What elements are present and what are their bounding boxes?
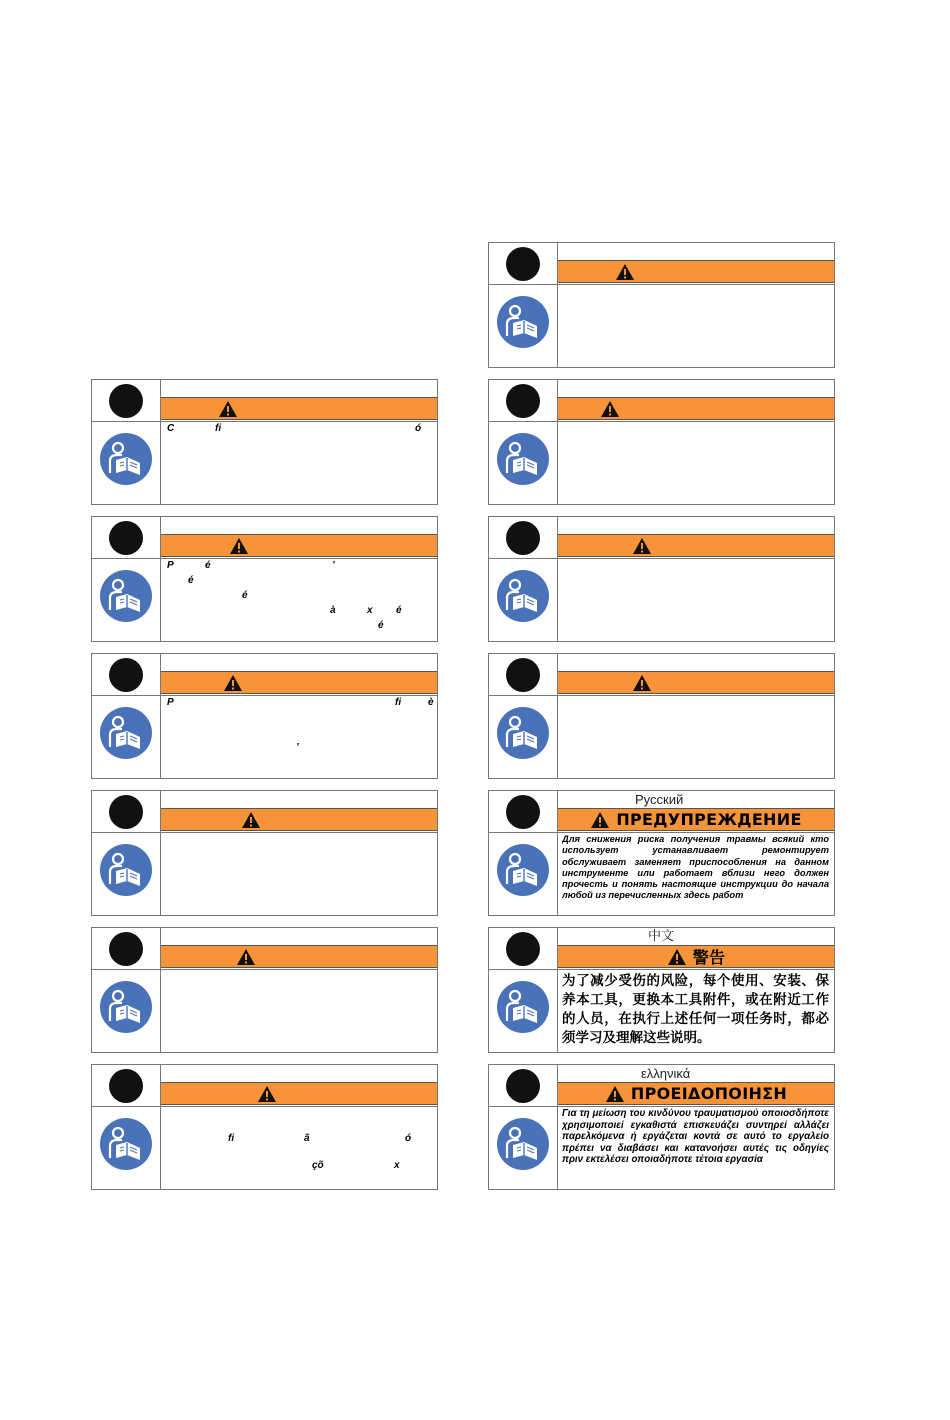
warning-box-left-2 [91, 516, 438, 642]
language-marker [506, 932, 540, 966]
warning-triangle-icon [223, 674, 243, 692]
text-fragment: é [205, 560, 211, 571]
warning-bar [558, 1082, 834, 1105]
warning-triangle-icon [667, 948, 687, 966]
warning-box-left-5 [91, 927, 438, 1053]
text-fragment: x [367, 605, 373, 616]
text-fragment: à [330, 605, 336, 616]
warning-box-right-3 [488, 516, 835, 642]
warning-bar [161, 534, 437, 557]
read-manual-icon [497, 296, 549, 348]
language-marker [506, 658, 540, 692]
warning-box-right-2 [488, 379, 835, 505]
text-fragment: x [394, 1160, 400, 1171]
language-label: ελληνικά [641, 1066, 691, 1081]
text-fragment: é [378, 620, 384, 631]
language-marker [506, 795, 540, 829]
text-fragment: è [428, 697, 434, 708]
warning-box-right-4 [488, 653, 835, 779]
text-fragment: é [188, 575, 194, 586]
warning-box-left-6 [91, 1064, 438, 1190]
warning-bar [558, 260, 834, 283]
warning-box-greek [488, 1064, 835, 1190]
warning-bar [558, 945, 834, 968]
read-manual-icon [100, 981, 152, 1033]
warning-bar [558, 534, 834, 557]
language-label: Русский [635, 792, 684, 807]
text-fragment: ’ [296, 742, 299, 753]
warning-triangle-icon [615, 263, 635, 281]
warning-triangle-icon [257, 1085, 277, 1103]
read-manual-icon [497, 433, 549, 485]
read-manual-icon [100, 570, 152, 622]
language-marker [109, 932, 143, 966]
language-marker [506, 384, 540, 418]
read-manual-icon [497, 570, 549, 622]
text-fragment: fi [228, 1133, 235, 1144]
warning-box-russian [488, 790, 835, 916]
warning-bar [161, 808, 437, 831]
warning-box-left-4 [91, 790, 438, 916]
text-fragment: é [242, 590, 248, 601]
text-fragment: P [167, 560, 174, 571]
text-fragment: ó [405, 1133, 412, 1144]
text-fragment: ’ [332, 560, 335, 571]
warning-triangle-icon [241, 811, 261, 829]
warning-bar [161, 671, 437, 694]
language-label: 中文 [648, 929, 675, 944]
warning-box-left-3 [91, 653, 438, 779]
warning-bar [161, 397, 437, 420]
read-manual-icon [100, 1118, 152, 1170]
warning-triangle-icon [600, 400, 620, 418]
warning-triangle-icon [632, 537, 652, 555]
read-manual-icon [100, 433, 152, 485]
warning-triangle-icon [632, 674, 652, 692]
signal-word: 警告 [692, 948, 726, 967]
warning-bar [558, 671, 834, 694]
warning-bar [161, 1082, 437, 1105]
warning-text: 为了减少受伤的风险，每个使用、安装、保养本工具，更换本工具附件，或在附近工作的人员，在执行上述任何一项任务时，都必须学习及理解这些说明。 [562, 973, 829, 1046]
language-marker [109, 795, 143, 829]
text-fragment: ã [304, 1133, 310, 1144]
warning-box-left-1 [91, 379, 438, 505]
language-marker [109, 1069, 143, 1103]
read-manual-icon [100, 707, 152, 759]
warning-triangle-icon [236, 948, 256, 966]
warning-triangle-icon [590, 811, 610, 829]
warning-triangle-icon [229, 537, 249, 555]
warning-triangle-icon [218, 400, 238, 418]
read-manual-icon [497, 707, 549, 759]
warning-bar [161, 945, 437, 968]
language-marker [109, 521, 143, 555]
warning-triangle-icon [605, 1085, 625, 1103]
warning-bar [558, 808, 834, 831]
signal-word: ПРЕДУПРЕЖДЕНИЕ [616, 810, 802, 829]
text-fragment: é [396, 605, 402, 616]
text-fragment: C [167, 423, 175, 434]
read-manual-icon [100, 844, 152, 896]
read-manual-icon [497, 1118, 549, 1170]
signal-word: ΠΡΟΕΙΔΟΠΟΙΗΣΗ [630, 1084, 788, 1103]
language-marker [109, 658, 143, 692]
language-marker [506, 521, 540, 555]
text-fragment: P [167, 697, 174, 708]
text-fragment: ó [415, 423, 422, 434]
language-marker [506, 247, 540, 281]
warning-box-chinese [488, 927, 835, 1053]
text-fragment: fi [395, 697, 402, 708]
warning-bar [558, 397, 834, 420]
text-fragment: çõ [312, 1160, 324, 1171]
warning-text: Для снижения риска получения травмы всякий кто использует устанавливает ремонтирует обслуживает заменяет приспособления на данном инструменте или работает вблизи него должен прочесть и понять настоящие инструкции до начала любой из перечисленных здесь работ [562, 834, 829, 901]
warning-box-right-1 [488, 242, 835, 368]
warning-text: Για τη μείωση του κινδύνου τραυματισμού οποιοσδήποτε χρησιμοποιεί εγκαθιστά επισκευάζει συντηρεί αλλάζει παρελκόμενα ή εργάζεται κοντά σε αυτό το εργαλείο πρέπει να διαβάσει και κατανοήσει αυτές τις οδηγίες πριν εκτελέσει οποιαδήποτε τέτοια εργασία [562, 1108, 829, 1166]
language-marker [506, 1069, 540, 1103]
read-manual-icon [497, 981, 549, 1033]
text-fragment: fi [215, 423, 222, 434]
read-manual-icon [497, 844, 549, 896]
language-marker [109, 384, 143, 418]
